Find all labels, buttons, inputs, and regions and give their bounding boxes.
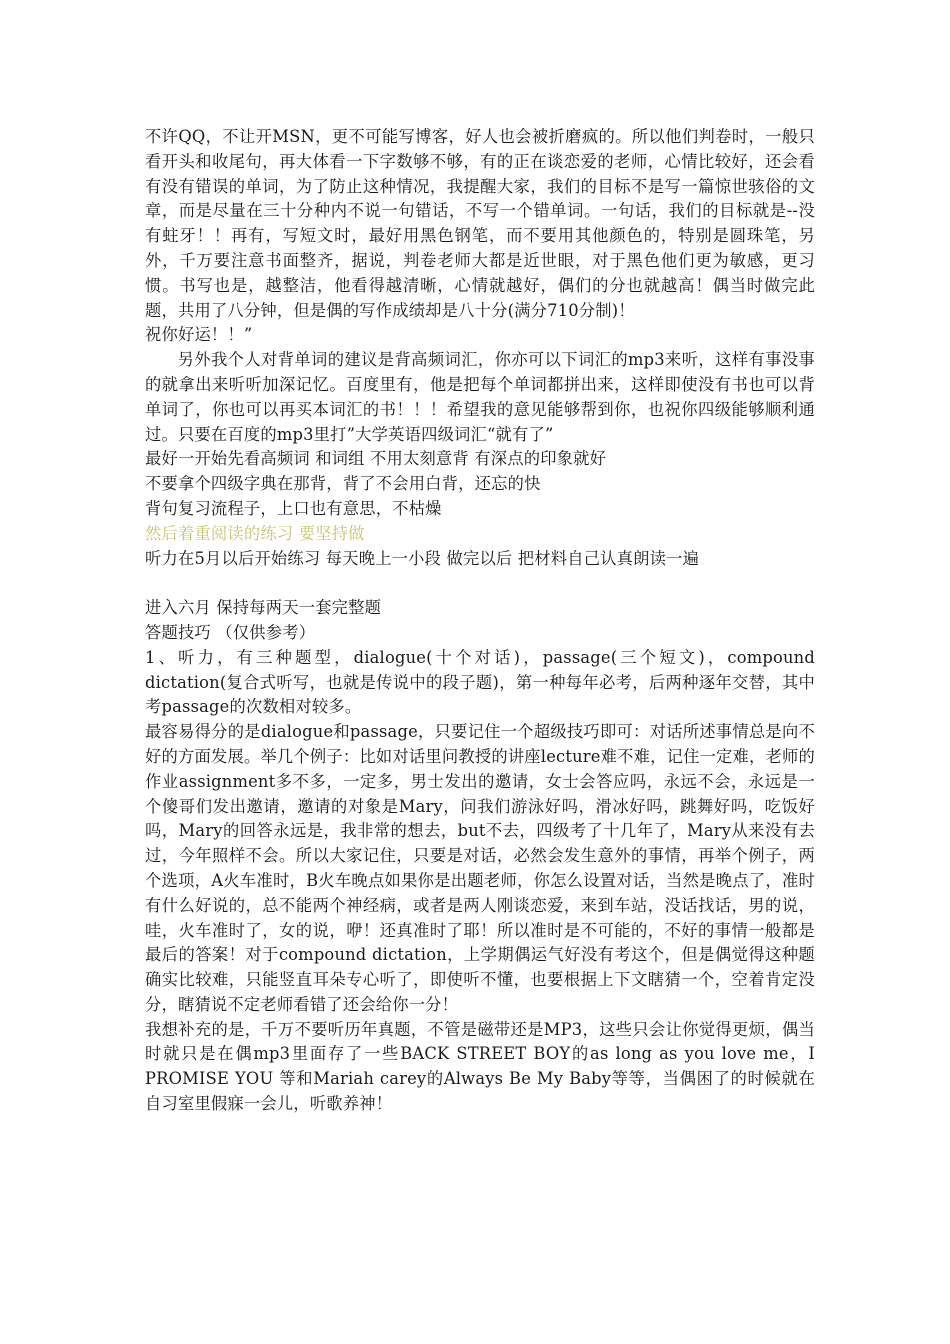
blank-line bbox=[145, 571, 815, 596]
paragraph-listening-types: 1、听力，有三种题型，dialogue(十个对话)，passage(三个短文)，compound dictation(复合式听写，也就是传说中的段子题)，第一种每年必考，后两种逐年交替，其中考passage的次数相对较多。 bbox=[145, 647, 815, 717]
paragraph-tips-heading: 答题技巧 （仅供参考） bbox=[145, 622, 316, 642]
paragraph-vocabulary-advice: 另外我个人对背单词的建议是背高频词汇，你亦可以下词汇的mp3来听，这样有事没事的就拿出来听听加深记忆。百度里有，他是把每个单词都拼出来，这样即使没有书也可以背单词了，你也可以再买本词汇的书！！！希望我的意见能够帮到你，也祝你四级能够顺利通过。只要在百度的mp3里打”大学英语四级词汇“就有了” bbox=[145, 350, 815, 444]
paragraph-high-frequency-words: 最好一开始先看高频词 和词组 不用太刻意背 有深点的印象就好 bbox=[145, 449, 607, 469]
paragraph-listening-practice: 听力在5月以后开始练习 每天晚上一小段 做完以后 把材料自己认真朗读一遍 bbox=[145, 548, 700, 568]
paragraph-dictionary-advice: 不要拿个四级字典在那背，背了不会用白背，还忘的快 bbox=[145, 474, 541, 494]
paragraph-june-plan: 进入六月 保持每两天一套完整题 bbox=[145, 598, 382, 618]
document-body bbox=[145, 125, 815, 1117]
paragraph-supplement: 我想补充的是，千万不要听历年真题，不管是磁带还是MP3，这些只会让你觉得更烦，偶当时就只是在偶mp3里面存了一些BACK STREET BOY的as long as you love me，I PROMISE YOU 等和Mariah carey的Always Be My Baby等等，当偶困了的时候就在自习室里假寐一会儿，听歌养神！ bbox=[145, 1019, 815, 1114]
paragraph-grading-writing: 不许QQ，不让开MSN，更不可能写博客，好人也会被折磨疯的。所以他们判卷时，一般只看开头和收尾句，再大体看一下字数够不够，有的正在谈恋爱的老师，心情比较好，还会看有没有错误的单词，为了防止这种情况，我提醒大家，我们的目标不是写一篇惊世骇俗的文章，而是尽量在三十分种内不说一句错话，不写一个错单词。一句话，我们的目标就是--没有蛀牙！！再有，写短文时，最好用黑色钢笔，而不要用其他颜色的，特别是圆珠笔，另外，千万要注意书面整齐，据说，判卷老师大都是近世眼，对于黑色他们更为敏感，更习惯。书写也是，越整洁，他看得越清晰，心情就越好，偶们的分也就越高！偶当时做完此题，共用了八分钟，但是偶的写作成绩却是八十分(满分710分制)！ bbox=[145, 127, 815, 320]
paragraph-sentence-review: 背句复习流程子，上口也有意思，不枯燥 bbox=[145, 498, 442, 518]
paragraph-good-luck: 祝你好运！！” bbox=[145, 325, 253, 345]
paragraph-reading-practice: 然后着重阅读的练习 要坚持做 bbox=[145, 523, 365, 543]
paragraph-dialogue-tips: 最容易得分的是dialogue和passage，只要记住一个超级技巧即可：对话所述事情总是向不好的方面发展。举几个例子：比如对话里问教授的讲座lecture难不难，记住一定难，老师的作业assignment多不多，一定多，男士发出的邀请，女士会答应吗，永远不会，永远是一个傻哥们发出邀请，邀请的对象是Mary，问我们游泳好吗，滑冰好吗，跳舞好吗，吃饭好吗，Mary的回答永远是，我非常的想去，but不去，四级考了十几年了，Mary从来没有去过，今年照样不会。所以大家记住，只要是对话，必然会发生意外的事情，再举个例子，两个选项，A火车准时，B火车晚点如果你是出题老师，你怎么设置对话，当然是晚点了，准时有什么好说的，总不能两个神经病，或者是两人刚谈恋爱，来到车站，没话找话，男的说，哇，火车准时了，女的说，咿！还真准时了耶！所以准时是不可能的，不好的事情一般都是最后的答案！对于compound dictation，上学期偶运气好没有考这个，但是偶觉得这种题确实比较难，只能竖直耳朵专心听了，即使听不懂，也要根据上下文瞎猜一个，空着肯定没分，瞎猜说不定老师看错了还会给你一分！ bbox=[145, 722, 815, 1014]
